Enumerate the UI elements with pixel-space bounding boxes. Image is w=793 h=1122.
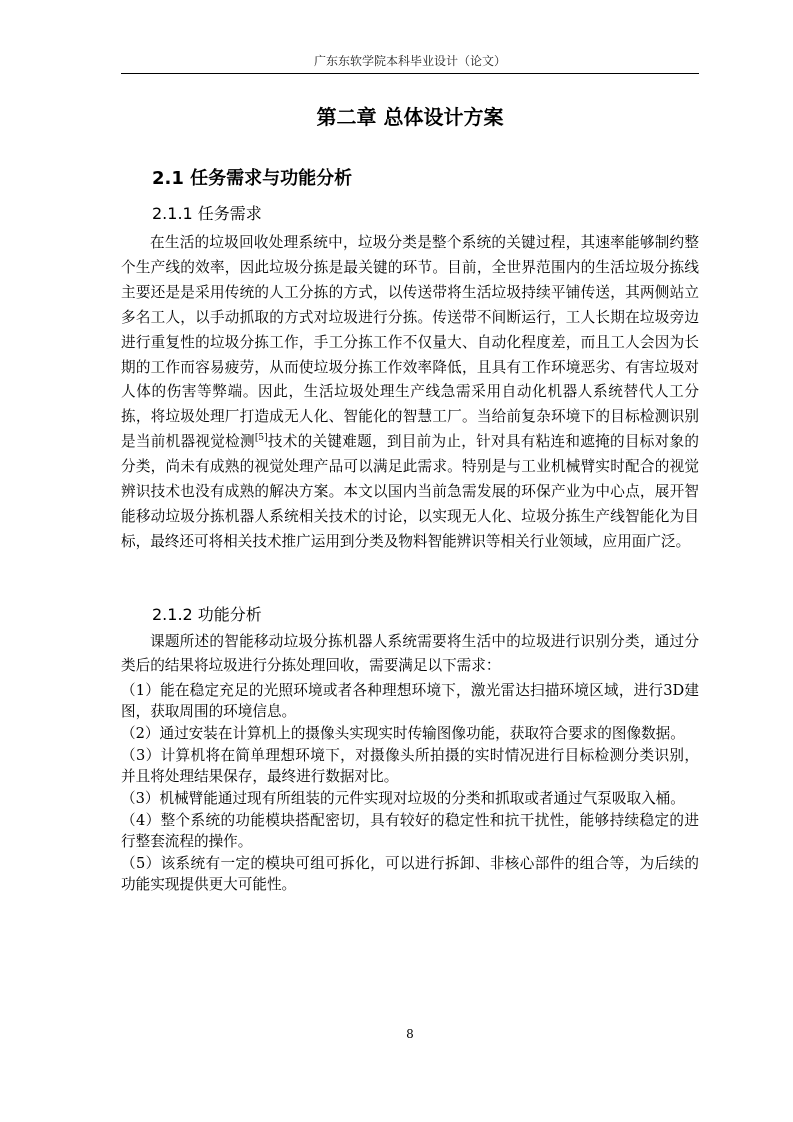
paragraph-task-requirements bbox=[121, 231, 699, 555]
subsection-title-task-requirements: 2.1.1 任务需求 bbox=[152, 204, 262, 223]
requirements-list bbox=[121, 680, 699, 895]
chapter-title: 第二章 总体设计方案 bbox=[316, 105, 504, 129]
paragraph-text-part1: 在生活的垃圾回收处理系统中，垃圾分类是整个系统的关键过程，其速率能够制约整个生产线的效率，因此垃圾分拣是最关键的环节。目前，全世界范围内的生活垃圾分拣线主要还是是采用传统的人工分拣的方式，以传送带将生活垃圾持续平铺传送，其两侧站立多名工人，以手动抓取的方式对垃圾进行分拣。传送带不间断运行，工人长期在垃圾旁边进行重复性的垃圾分拣工作，手工分拣工作不仅量大、自动化程度差，而且工人会因为长期的工作而容易疲劳，从而使垃圾分拣工作效率降低，且具有工作环境恶劣、有害垃圾对人体的伤害等弊端。因此，生活垃圾处理生产线急需采用自动化机器人系统替代人工分拣，将垃圾处理厂打造成无人化、智能化的智慧工厂。当给前复杂环境下的目标检测识别是当前机器视觉检测 bbox=[121, 234, 699, 451]
list-item: （5）该系统有一定的模块可组可拆化，可以进行拆卸、非核心部件的组合等，为后续的功能实现提供更大可能性。 bbox=[121, 855, 699, 893]
list-item: （1）能在稳定充足的光照环境或者各种理想环境下，激光雷达扫描环境区域，进行3D建图，获取周围的环境信息。 bbox=[121, 682, 699, 720]
page-number: 8 bbox=[406, 1027, 414, 1041]
list-item: （3）机械臂能通过现有所组装的元件实现对垃圾的分类和抓取或者通过气泵吸取入桶。 bbox=[121, 790, 685, 807]
paragraph-text-part2: 技术的关键难题，到目前为止，针对具有粘连和遮掩的目标对象的分类，尚未有成熟的视觉处理产品可以满足此需求。特别是与工业机械臂实时配合的视觉辨识技术也没有成熟的解决方案。本文以国内当前急需发展的环保产业为中心点，展开智能移动垃圾分拣机器人系统相关技术的讨论，以实现无人化、垃圾分拣生产线智能化为目标，最终还可将相关技术推广运用到分类及物料智能辨识等相关行业领域，应用面广泛。 bbox=[121, 433, 699, 550]
paragraph-function-intro: 课题所述的智能移动垃圾分拣机器人系统需要将生活中的垃圾进行识别分类，通过分类后的结果将垃圾进行分拣处理回收，需要满足以下需求： bbox=[121, 633, 699, 674]
page-header: 广东东软学院本科毕业设计（论文） bbox=[313, 54, 506, 68]
list-item: （3）计算机将在简单理想环境下，对摄像头所拍摄的实时情况进行目标检测分类识别，并且将处理结果保存，最终进行数据对比。 bbox=[121, 747, 699, 785]
citation-reference: [5] bbox=[254, 433, 268, 444]
list-item: （4）整个系统的功能模块搭配密切，具有较好的稳定性和抗干扰性，能够持续稳定的进行整套流程的操作。 bbox=[121, 812, 699, 850]
subsection-title-function-analysis: 2.1.2 功能分析 bbox=[152, 605, 262, 624]
header-rule bbox=[121, 73, 699, 74]
section-title: 2.1 任务需求与功能分析 bbox=[152, 168, 353, 189]
list-item: （2）通过安装在计算机上的摄像头实现实时传输图像功能，获取符合要求的图像数据。 bbox=[121, 725, 685, 742]
